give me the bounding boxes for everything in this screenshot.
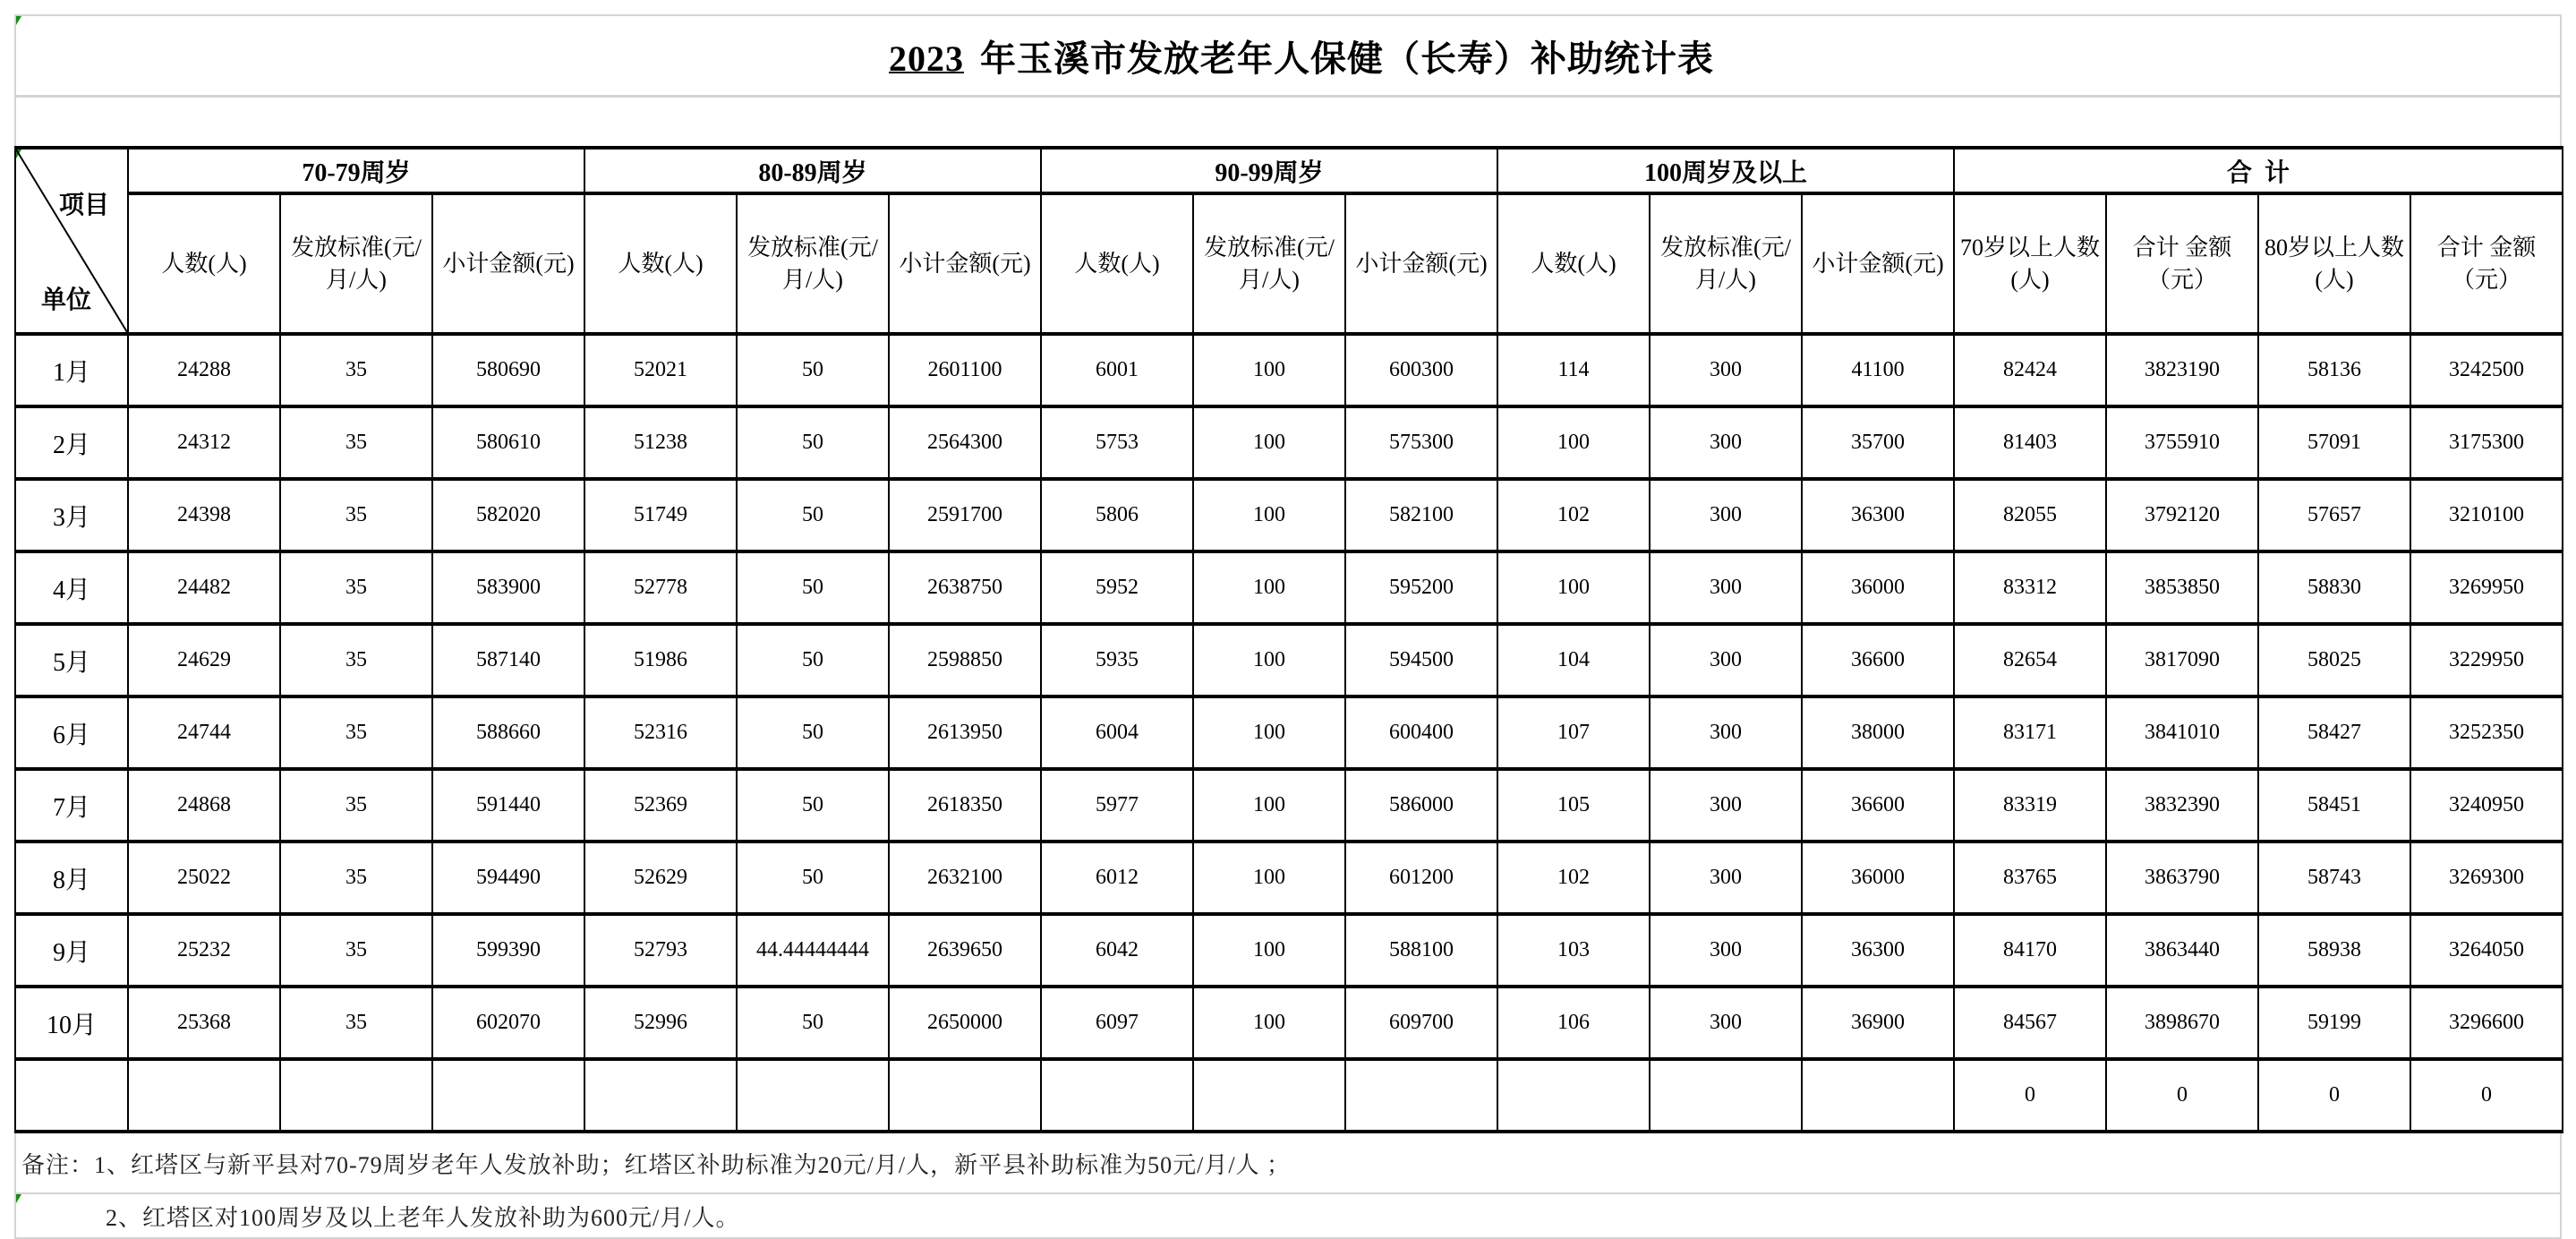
- table-cell[interactable]: 300: [1650, 769, 1802, 842]
- table-cell[interactable]: 35: [280, 769, 432, 842]
- table-cell[interactable]: 2650000: [889, 987, 1041, 1059]
- table-cell[interactable]: 24629: [128, 624, 280, 696]
- table-cell[interactable]: 83319: [1954, 769, 2106, 842]
- table-cell[interactable]: 100: [1497, 406, 1650, 479]
- table-cell[interactable]: 3252350: [2410, 696, 2563, 769]
- column-header[interactable]: 发放标准(元/月/人): [1193, 193, 1345, 334]
- table-cell[interactable]: 82654: [1954, 624, 2106, 696]
- table-cell[interactable]: 600300: [1345, 334, 1497, 406]
- table-cell[interactable]: 35: [280, 406, 432, 479]
- table-cell[interactable]: [737, 1059, 889, 1132]
- table-cell[interactable]: 58830: [2258, 551, 2410, 624]
- table-cell[interactable]: 50: [737, 334, 889, 406]
- column-header[interactable]: 人数(人): [584, 193, 737, 334]
- table-cell[interactable]: 599390: [432, 914, 584, 987]
- table-cell[interactable]: 82055: [1954, 479, 2106, 551]
- table-cell[interactable]: 83312: [1954, 551, 2106, 624]
- group-header-70-79[interactable]: 70-79周岁: [128, 148, 584, 193]
- table-cell[interactable]: 50: [737, 479, 889, 551]
- table-cell[interactable]: 114: [1497, 334, 1650, 406]
- table-cell[interactable]: 601200: [1345, 842, 1497, 914]
- table-cell[interactable]: [1041, 1059, 1193, 1132]
- table-cell[interactable]: 595200: [1345, 551, 1497, 624]
- month-cell[interactable]: 3月: [15, 479, 128, 551]
- table-cell[interactable]: 50: [737, 842, 889, 914]
- table-cell[interactable]: 35: [280, 624, 432, 696]
- table-cell[interactable]: 5977: [1041, 769, 1193, 842]
- table-cell[interactable]: 3296600: [2410, 987, 2563, 1059]
- table-cell[interactable]: 100: [1193, 479, 1345, 551]
- page-title: [862, 30, 1714, 81]
- table-cell[interactable]: [889, 1059, 1041, 1132]
- group-header-90-99[interactable]: 90-99周岁: [1041, 148, 1497, 193]
- table-cell[interactable]: 6001: [1041, 334, 1193, 406]
- table-cell[interactable]: 103: [1497, 914, 1650, 987]
- table-cell[interactable]: 36600: [1802, 624, 1954, 696]
- table-cell[interactable]: 52778: [584, 551, 737, 624]
- group-header-100-plus[interactable]: 100周岁及以上: [1497, 148, 1954, 193]
- table-cell[interactable]: 35: [280, 479, 432, 551]
- table-cell[interactable]: 107: [1497, 696, 1650, 769]
- column-header[interactable]: 发放标准(元/月/人): [1650, 193, 1802, 334]
- table-cell[interactable]: 300: [1650, 624, 1802, 696]
- table-cell[interactable]: 84567: [1954, 987, 2106, 1059]
- table-cell[interactable]: 50: [737, 624, 889, 696]
- column-header[interactable]: 人数(人): [1041, 193, 1193, 334]
- table-cell[interactable]: 3817090: [2106, 624, 2258, 696]
- table-cell[interactable]: 100: [1193, 696, 1345, 769]
- table-cell[interactable]: 104: [1497, 624, 1650, 696]
- table-cell[interactable]: 3264050: [2410, 914, 2563, 987]
- table-cell[interactable]: 82424: [1954, 334, 2106, 406]
- corner-header-cell[interactable]: [15, 148, 128, 334]
- table-cell[interactable]: [1345, 1059, 1497, 1132]
- table-cell[interactable]: [1802, 1059, 1954, 1132]
- table-cell[interactable]: [280, 1059, 432, 1132]
- table-cell[interactable]: 52793: [584, 914, 737, 987]
- table-cell[interactable]: 51238: [584, 406, 737, 479]
- table-cell[interactable]: 52996: [584, 987, 737, 1059]
- column-header[interactable]: 合计 金额（元）: [2106, 193, 2258, 334]
- table-cell[interactable]: 51749: [584, 479, 737, 551]
- table-cell[interactable]: 57091: [2258, 406, 2410, 479]
- table-cell[interactable]: 35: [280, 914, 432, 987]
- table-cell[interactable]: 0: [2106, 1059, 2258, 1132]
- table-cell[interactable]: 2632100: [889, 842, 1041, 914]
- column-header[interactable]: 发放标准(元/月/人): [280, 193, 432, 334]
- table-cell[interactable]: 57657: [2258, 479, 2410, 551]
- spreadsheet: [14, 14, 2562, 1239]
- cell-marker-icon: [16, 16, 21, 25]
- table-cell[interactable]: [1650, 1059, 1802, 1132]
- table-cell[interactable]: 594490: [432, 842, 584, 914]
- table-cell[interactable]: 2598850: [889, 624, 1041, 696]
- table-cell[interactable]: 300: [1650, 987, 1802, 1059]
- table-cell[interactable]: 50: [737, 406, 889, 479]
- table-cell[interactable]: 36300: [1802, 479, 1954, 551]
- column-header[interactable]: 合计 金额（元）: [2410, 193, 2563, 334]
- table-cell[interactable]: 102: [1497, 479, 1650, 551]
- table-cell[interactable]: 35: [280, 987, 432, 1059]
- table-cell[interactable]: 35: [280, 842, 432, 914]
- table-cell[interactable]: 2618350: [889, 769, 1041, 842]
- table-cell[interactable]: 3269300: [2410, 842, 2563, 914]
- table-cell[interactable]: 300: [1650, 479, 1802, 551]
- table-cell[interactable]: 587140: [432, 624, 584, 696]
- table-cell[interactable]: [128, 1059, 280, 1132]
- column-header[interactable]: 人数(人): [128, 193, 280, 334]
- month-cell[interactable]: 8月: [15, 842, 128, 914]
- table-row: [15, 914, 2563, 987]
- table-cell[interactable]: 36900: [1802, 987, 1954, 1059]
- column-header[interactable]: 发放标准(元/月/人): [737, 193, 889, 334]
- month-cell[interactable]: 7月: [15, 769, 128, 842]
- table-cell[interactable]: 100: [1193, 624, 1345, 696]
- table-cell[interactable]: 58451: [2258, 769, 2410, 842]
- table-cell[interactable]: 24312: [128, 406, 280, 479]
- subsidy-table: [14, 146, 2563, 1133]
- table-cell[interactable]: 0: [1954, 1059, 2106, 1132]
- table-row: [15, 406, 2563, 479]
- table-row: [15, 769, 2563, 842]
- table-cell[interactable]: 3269950: [2410, 551, 2563, 624]
- column-header[interactable]: 小计金额(元): [432, 193, 584, 334]
- table-cell[interactable]: 52369: [584, 769, 737, 842]
- table-cell[interactable]: [1193, 1059, 1345, 1132]
- table-cell[interactable]: 36000: [1802, 551, 1954, 624]
- corner-item-label: 项目: [58, 192, 109, 219]
- table-cell[interactable]: 300: [1650, 406, 1802, 479]
- table-cell[interactable]: 35700: [1802, 406, 1954, 479]
- table-cell[interactable]: 600400: [1345, 696, 1497, 769]
- table-cell[interactable]: 609700: [1345, 987, 1497, 1059]
- table-cell[interactable]: 300: [1650, 914, 1802, 987]
- table-cell[interactable]: 3863790: [2106, 842, 2258, 914]
- table-cell[interactable]: 3755910: [2106, 406, 2258, 479]
- table-cell[interactable]: 586000: [1345, 769, 1497, 842]
- table-cell[interactable]: 24868: [128, 769, 280, 842]
- table-cell[interactable]: 2613950: [889, 696, 1041, 769]
- table-cell[interactable]: 3898670: [2106, 987, 2258, 1059]
- table-cell[interactable]: 602070: [432, 987, 584, 1059]
- note-line-1[interactable]: [14, 1133, 2562, 1194]
- column-header[interactable]: 小计金额(元): [1345, 193, 1497, 334]
- table-cell[interactable]: 83765: [1954, 842, 2106, 914]
- note-text-2: 2、红塔区对100周岁及以上老年人发放补助为600元/月/人。: [106, 1204, 740, 1231]
- table-cell[interactable]: 5753: [1041, 406, 1193, 479]
- table-cell[interactable]: 83171: [1954, 696, 2106, 769]
- table-cell[interactable]: 3210100: [2410, 479, 2563, 551]
- table-cell[interactable]: 35: [280, 696, 432, 769]
- table-cell[interactable]: 24482: [128, 551, 280, 624]
- table-cell[interactable]: 2564300: [889, 406, 1041, 479]
- column-header[interactable]: 小计金额(元): [1802, 193, 1954, 334]
- table-cell[interactable]: 24398: [128, 479, 280, 551]
- table-cell[interactable]: 0: [2258, 1059, 2410, 1132]
- table-cell[interactable]: 3832390: [2106, 769, 2258, 842]
- table-cell[interactable]: 588100: [1345, 914, 1497, 987]
- table-cell[interactable]: 300: [1650, 696, 1802, 769]
- month-cell[interactable]: 6月: [15, 696, 128, 769]
- table-cell[interactable]: 2638750: [889, 551, 1041, 624]
- month-cell[interactable]: 10月: [15, 987, 128, 1059]
- table-cell[interactable]: 100: [1497, 551, 1650, 624]
- table-row: [15, 551, 2563, 624]
- table-cell[interactable]: 5952: [1041, 551, 1193, 624]
- table-cell[interactable]: 24744: [128, 696, 280, 769]
- table-cell[interactable]: 300: [1650, 551, 1802, 624]
- table-cell[interactable]: 24288: [128, 334, 280, 406]
- table-cell[interactable]: 6012: [1041, 842, 1193, 914]
- table-cell[interactable]: 58025: [2258, 624, 2410, 696]
- table-cell[interactable]: 50: [737, 551, 889, 624]
- table-cell[interactable]: 50: [737, 696, 889, 769]
- table-cell[interactable]: 105: [1497, 769, 1650, 842]
- month-cell[interactable]: 5月: [15, 624, 128, 696]
- group-header-total[interactable]: 合 计: [1954, 148, 2563, 193]
- month-cell[interactable]: 9月: [15, 914, 128, 987]
- table-cell[interactable]: 52629: [584, 842, 737, 914]
- table-row: [15, 624, 2563, 696]
- cell-marker-icon: [16, 1194, 21, 1203]
- month-cell[interactable]: 4月: [15, 551, 128, 624]
- table-cell[interactable]: 3240950: [2410, 769, 2563, 842]
- table-cell[interactable]: 100: [1193, 987, 1345, 1059]
- table-cell[interactable]: 35: [280, 551, 432, 624]
- table-cell[interactable]: 36600: [1802, 769, 1954, 842]
- table-cell[interactable]: 580690: [432, 334, 584, 406]
- table-cell[interactable]: 58427: [2258, 696, 2410, 769]
- table-cell[interactable]: 3841010: [2106, 696, 2258, 769]
- table-cell[interactable]: 100: [1193, 769, 1345, 842]
- table-cell[interactable]: 35: [280, 334, 432, 406]
- table-cell[interactable]: 3853850: [2106, 551, 2258, 624]
- table-cell[interactable]: 84170: [1954, 914, 2106, 987]
- table-cell[interactable]: 0: [2410, 1059, 2563, 1132]
- table-cell[interactable]: 52316: [584, 696, 737, 769]
- table-cell[interactable]: 100: [1193, 551, 1345, 624]
- table-cell[interactable]: 100: [1193, 334, 1345, 406]
- table-cell[interactable]: 2591700: [889, 479, 1041, 551]
- title-row[interactable]: [14, 14, 2562, 98]
- table-cell[interactable]: 38000: [1802, 696, 1954, 769]
- table-cell[interactable]: 25022: [128, 842, 280, 914]
- table-cell[interactable]: 44.44444444: [737, 914, 889, 987]
- table-cell[interactable]: 58136: [2258, 334, 2410, 406]
- column-header[interactable]: 80岁以上人数(人): [2258, 193, 2410, 334]
- column-header[interactable]: 70岁以上人数(人): [1954, 193, 2106, 334]
- table-cell[interactable]: 300: [1650, 842, 1802, 914]
- table-cell[interactable]: 100: [1193, 406, 1345, 479]
- table-cell[interactable]: 575300: [1345, 406, 1497, 479]
- sub-header-row: [15, 193, 2563, 334]
- table-cell[interactable]: 3863440: [2106, 914, 2258, 987]
- table-cell[interactable]: 582020: [432, 479, 584, 551]
- table-cell[interactable]: 51986: [584, 624, 737, 696]
- table-cell[interactable]: 588660: [432, 696, 584, 769]
- title-text: 年玉溪市发放老年人保健（长寿）补助统计表: [980, 38, 1714, 79]
- table-cell[interactable]: 36300: [1802, 914, 1954, 987]
- group-header-80-89[interactable]: 80-89周岁: [584, 148, 1041, 193]
- table-cell[interactable]: 3792120: [2106, 479, 2258, 551]
- table-cell[interactable]: 50: [737, 769, 889, 842]
- note-text-1: 备注：1、红塔区与新平县对70-79周岁老年人发放补助；红塔区补助标准为20元/月/人，新平县补助标准为50元/月/人 ；: [21, 1151, 1292, 1178]
- table-cell[interactable]: 580610: [432, 406, 584, 479]
- table-cell[interactable]: 594500: [1345, 624, 1497, 696]
- table-cell[interactable]: 36000: [1802, 842, 1954, 914]
- table-cell[interactable]: 50: [737, 987, 889, 1059]
- table-cell[interactable]: 5806: [1041, 479, 1193, 551]
- table-cell[interactable]: 59199: [2258, 987, 2410, 1059]
- table-cell[interactable]: 3823190: [2106, 334, 2258, 406]
- table-cell[interactable]: 102: [1497, 842, 1650, 914]
- table-row: [15, 334, 2563, 406]
- table-cell[interactable]: 582100: [1345, 479, 1497, 551]
- blank-row[interactable]: [14, 98, 2562, 146]
- table-cell[interactable]: 5935: [1041, 624, 1193, 696]
- table-cell[interactable]: 25368: [128, 987, 280, 1059]
- table-row: [15, 987, 2563, 1059]
- table-cell[interactable]: 583900: [432, 551, 584, 624]
- table-cell[interactable]: 2639650: [889, 914, 1041, 987]
- table-cell[interactable]: 81403: [1954, 406, 2106, 479]
- table-cell[interactable]: 6042: [1041, 914, 1193, 987]
- note-line-2[interactable]: [14, 1194, 2562, 1239]
- month-cell[interactable]: 2月: [15, 406, 128, 479]
- title-year: 2023: [889, 38, 964, 79]
- table-row: [15, 842, 2563, 914]
- table-row: [15, 479, 2563, 551]
- table-cell[interactable]: 6097: [1041, 987, 1193, 1059]
- table-cell[interactable]: 100: [1193, 842, 1345, 914]
- table-cell[interactable]: 106: [1497, 987, 1650, 1059]
- month-cell[interactable]: [15, 1059, 128, 1132]
- corner-unit-label: 单位: [41, 286, 92, 314]
- table-row: [15, 696, 2563, 769]
- table-row: [15, 1059, 2563, 1132]
- table-cell[interactable]: 2601100: [889, 334, 1041, 406]
- table-cell[interactable]: 300: [1650, 334, 1802, 406]
- table-cell[interactable]: 3175300: [2410, 406, 2563, 479]
- table-cell[interactable]: 3229950: [2410, 624, 2563, 696]
- column-header[interactable]: 人数(人): [1497, 193, 1650, 334]
- table-cell[interactable]: 41100: [1802, 334, 1954, 406]
- column-header[interactable]: 小计金额(元): [889, 193, 1041, 334]
- table-cell[interactable]: 25232: [128, 914, 280, 987]
- table-cell[interactable]: 52021: [584, 334, 737, 406]
- month-cell[interactable]: 1月: [15, 334, 128, 406]
- table-cell[interactable]: 591440: [432, 769, 584, 842]
- table-cell[interactable]: [584, 1059, 737, 1132]
- table-cell[interactable]: [432, 1059, 584, 1132]
- table-cell[interactable]: 100: [1193, 914, 1345, 987]
- table-cell[interactable]: 58938: [2258, 914, 2410, 987]
- table-cell[interactable]: 58743: [2258, 842, 2410, 914]
- table-cell[interactable]: [1497, 1059, 1650, 1132]
- table-cell[interactable]: 3242500: [2410, 334, 2563, 406]
- table-cell[interactable]: 6004: [1041, 696, 1193, 769]
